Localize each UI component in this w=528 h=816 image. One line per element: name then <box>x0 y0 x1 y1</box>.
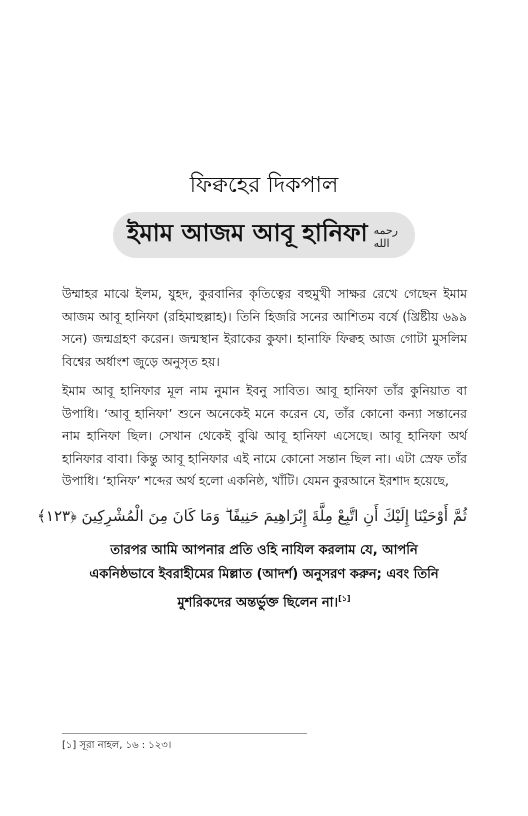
chapter-title: ফিক্বহের দিকপাল <box>189 173 339 198</box>
verse-translation <box>78 539 450 615</box>
banner-name: ইমাম আজম আবূ হানিফা <box>127 219 368 247</box>
footnote-reference[interactable]: [১] <box>338 594 351 603</box>
quran-verse: ثُمَّ أَوْحَيْنَا إِلَيْكَ أَنِ اتَّبِعْ مِلَّةَ إِبْرَاهِيمَ حَنِيفًا ۖ وَمَا كَانَ مِنَ الْمُشْرِكِينَ ﴿١٢٣﴾ <box>37 507 467 525</box>
paragraph-intro: উম্মাহর মাঝে ইলম, যুহদ, কুরবানির কৃতিত্বের বহুমুখী সাক্ষর রেখে গেছেন ইমাম আজম আবূ হানিফা (রহিমাহুল্লাহ)। তিনি হিজরি সনের আশিতম বর্ষে (খ্রিষ্টীয় ৬৯৯ সনে) জন্মগ্রহণ করেন। জন্মস্থান ইরাকের কুফা। হানাফি ফিক্বহ আজ গোটা মুসলিম বিশ্বের অর্ধাংশ জুড়ে অনুসৃত হয়। <box>62 286 467 369</box>
honorific-calligraphy: رحمه الله <box>373 224 398 250</box>
name-banner <box>113 212 415 258</box>
footnote: [১] সূরা নাহল, ১৬ : ১২৩। <box>62 740 172 751</box>
translation-text: তারপর আমি আপনার প্রতি ওহি নাযিল করলাম যে, আপনি একনিষ্ঠভাবে ইবরাহীমের মিল্লাত (আদর্শ) অনুসরণ করুন; এবং তিনি মুশরিকদের অন্তর্ভুক্ত ছিলেন না। <box>89 543 439 611</box>
paragraph-name-meaning: ইমাম আবূ হানিফার মূল নাম নুমান ইবনু সাবিত। আবূ হানিফা তাঁর কুনিয়াত বা উপাধি। ‘আবূ হানিফা’ শুনে অনেকেই মনে করেন যে, তাঁর কোনো কন্যা সন্তানের নাম হানিফা ছিল। সেখান থেকেই বুঝি আবূ হানিফা এসেছে। আবূ হানিফা অর্থ হানিফার বাবা। কিন্তু আবূ হানিফার এই নামে কোনো সন্তান ছিল না। এটা স্রেফ তাঁর উপাধি। ‘হানিফ’ শব্দের অর্থ হলো একনিষ্ঠ, খাঁটি। যেমন কুরআনে ইরশাদ হয়েছে, <box>62 383 467 488</box>
footnote-divider <box>62 733 307 734</box>
